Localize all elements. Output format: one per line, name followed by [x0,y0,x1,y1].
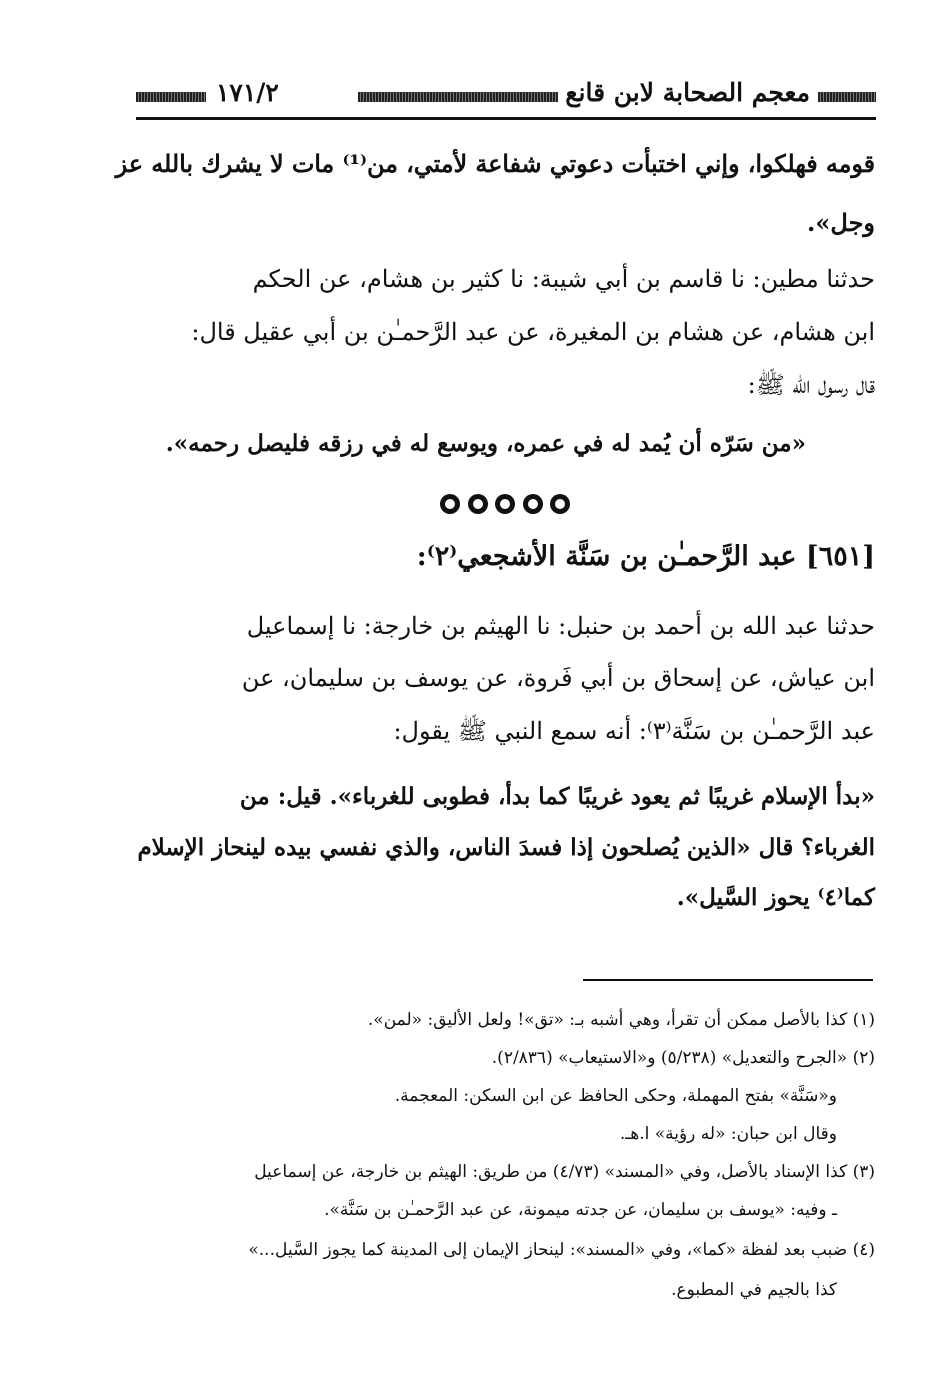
page-reference: ١٧١/٢ [216,78,279,107]
hadith-text: «من سَرّه أن يُمد له في عمره، ويوسع له في رزقه فليصل رحمه». [165,430,806,457]
footnote-3: (٣) كذا الإسناد بالأصل، وفي «المسند» (٤/٧٣) من طريق: الهيثم بن خارجة، عن إسماعيل [254,1162,875,1182]
footnote-2-line: وقال ابن حبان: «له رؤية» ا.هـ. [619,1124,837,1144]
header-ornament-bar [358,92,558,102]
hadith-text: كما⁽٤⁾ يحوز السَّيل». [676,884,875,911]
isnad-line: قال رسول الله ﷺ: [747,371,875,399]
section-divider-ornament [440,494,570,518]
isnad-line: حدثنا عبد الله بن أحمد بن حنبل: نا الهيثم بن خارجة: نا إسماعيل [246,612,875,640]
isnad-line: عبد الرَّحمـٰن بن سَنَّة⁽٣⁾: أنه سمع النبي ﷺ يقول: [393,717,875,745]
ornament-circle-icon [550,494,570,514]
ornament-circle-icon [440,494,460,514]
footnote-4-line: كذا بالجيم في المطبوع. [671,1280,837,1300]
footnote-2-line: و«سَنَّة» بفتح المهملة، وحكى الحافظ عن ابن السكن: المعجمة. [394,1086,837,1106]
header-rule [136,117,876,120]
ornament-circle-icon [523,494,543,514]
header-ornament-bar [136,92,206,102]
isnad-line: حدثنا مطين: نا قاسم بن أبي شيبة: نا كثير بن هشام، عن الحكم [252,265,875,293]
hadith-continuation-line: قومه فهلكوا، وإني اختبأت دعوتي شفاعة لأمتي، من⁽¹⁾ مات لا يشرك بالله عز [115,150,875,178]
hadith-text: الغرباء؟ قال «الذين يُصلحون إذا فسدَ الناس، والذي نفسي بيده لينحاز الإسلام [137,834,875,861]
isnad-line: ابن عياش، عن إسحاق بن أبي فَروة، عن يوسف بن سليمان، عن [241,664,875,692]
footnote-4: (٤) ضبب بعد لفظة «كما»، وفي «المسند»: لينحاز الإيمان إلى المدينة كما يجوز السَّيل...» [248,1240,875,1260]
running-header [136,78,876,114]
footnote-separator [583,979,873,981]
ornament-circle-icon [468,494,488,514]
hadith-continuation-line: وجل». [807,208,875,237]
isnad-line: ابن هشام، عن هشام بن المغيرة، عن عبد الرَّحمـٰن بن أبي عقيل قال: [191,318,875,346]
book-title: معجم الصحابة لابن قانع [565,78,810,107]
footnote-1: (١) كذا بالأصل ممكن أن تقرأ، وهي أشبه بـ: «تق»! ولعل الأليق: «لمن». [367,1010,875,1030]
entry-heading: [٦٥١] عبد الرَّحمـٰن بن سَنَّة الأشجعي⁽٢⁾: [416,541,875,572]
ornament-circle-icon [495,494,515,514]
footnote-2: (٢) «الجرح والتعديل» (٥/٢٣٨) و«الاستيعاب» (٢/٨٣٦). [491,1048,875,1068]
footnote-3-line: ـ وفيه: «يوسف بن سليمان، عن جدته ميمونة، عن عبد الرَّحمـٰن بن سَنَّة». [324,1200,837,1220]
hadith-text: «بدأ الإسلام غريبًا ثم يعود غريبًا كما بدأ، فطوبى للغرباء». قيل: من [239,783,875,810]
header-ornament-bar [818,92,876,102]
